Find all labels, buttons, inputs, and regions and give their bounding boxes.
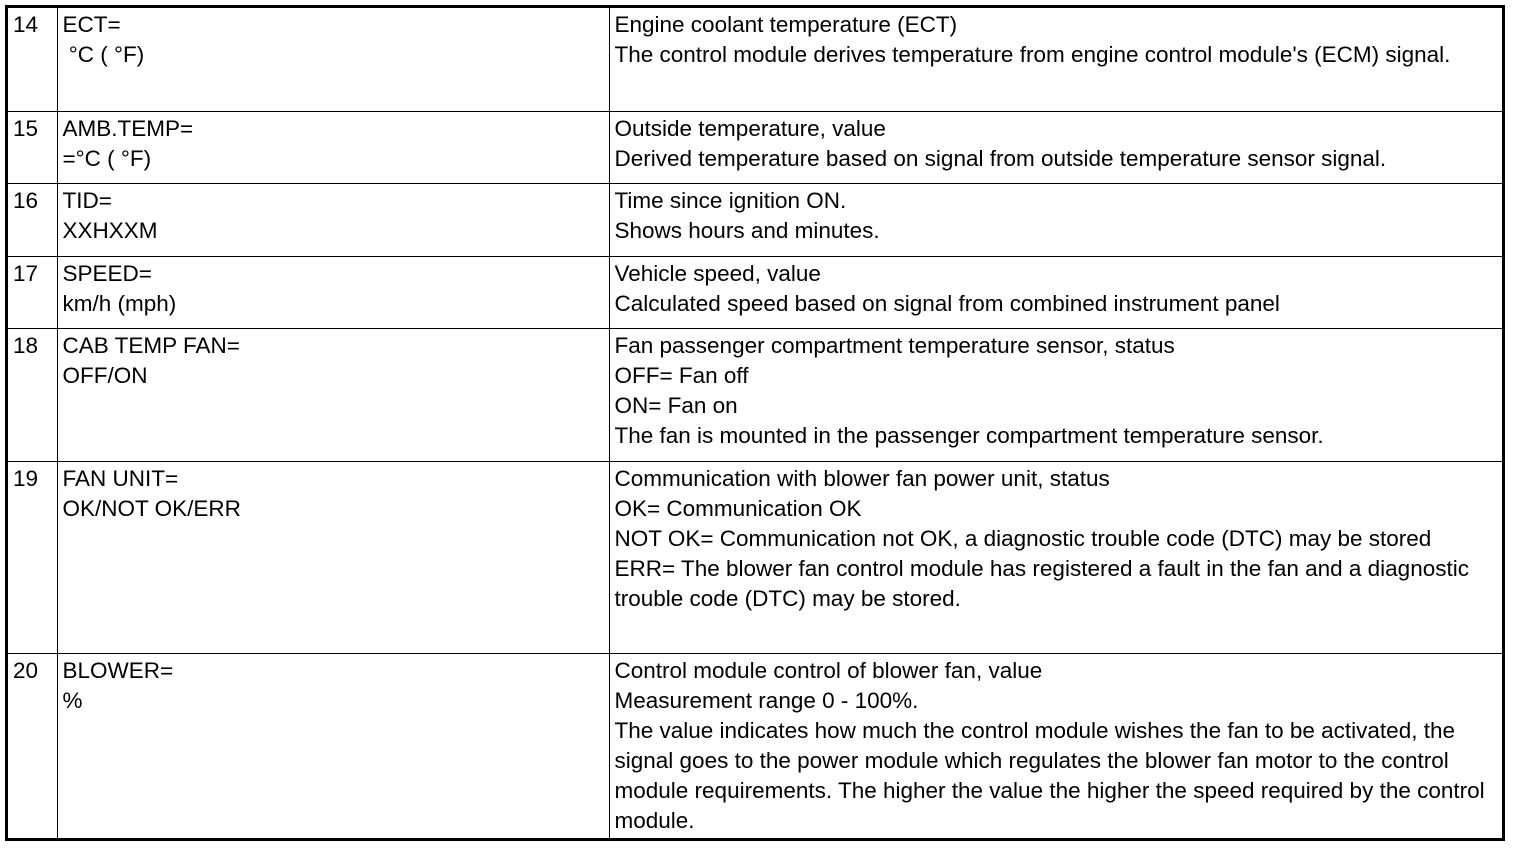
parameter-cell — [57, 653, 609, 840]
parameter-name: BLOWER= — [62, 657, 174, 683]
parameter-name: SPEED= — [62, 260, 152, 286]
parameter-name: AMB.TEMP= — [62, 115, 194, 141]
parameter-unit: km/h (mph) — [62, 290, 177, 316]
description-line: Control module control of blower fan, value — [614, 657, 1043, 683]
parameter-cell — [57, 8, 609, 111]
parameter-unit: % — [62, 687, 83, 713]
parameter-unit: OFF/ON — [62, 362, 148, 388]
table-row — [8, 183, 1502, 256]
table-row — [8, 653, 1502, 840]
description-line: The control module derives temperature from engine control module's (ECM) signal. — [614, 42, 1451, 67]
description-line: Vehicle speed, value — [614, 260, 821, 286]
parameter-cell — [57, 111, 609, 183]
row-number: 19 — [8, 461, 57, 653]
description-cell — [609, 8, 1502, 111]
parameter-cell — [57, 183, 609, 256]
parameter-name: ECT= — [62, 12, 121, 37]
description-line: OK= Communication OK — [614, 495, 862, 521]
description-line: Derived temperature based on signal from outside temperature sensor signal. — [614, 145, 1387, 171]
description-line: ERR= The blower fan control module has registered a fault in the fan and a diagnostic trouble code (DTC) may be stored. — [614, 555, 1476, 611]
parameter-unit: °C ( °F) — [62, 42, 145, 67]
parameter-unit: =°C ( °F) — [62, 145, 152, 171]
parameter-cell — [57, 461, 609, 653]
description-line: The fan is mounted in the passenger compartment temperature sensor. — [614, 422, 1324, 448]
description-cell — [609, 183, 1502, 256]
description-line: Shows hours and minutes. — [614, 217, 880, 243]
row-number: 16 — [8, 183, 57, 256]
row-number: 17 — [8, 256, 57, 328]
description-cell — [609, 461, 1502, 653]
parameter-cell — [57, 256, 609, 328]
description-line: Time since ignition ON. — [614, 187, 847, 213]
parameter-name: FAN UNIT= — [62, 465, 179, 491]
parameter-unit: XXHXXM — [62, 217, 158, 243]
description-line: Engine coolant temperature (ECT) — [614, 12, 958, 37]
description-cell — [609, 111, 1502, 183]
description-cell — [609, 256, 1502, 328]
table-row — [8, 256, 1502, 328]
description-cell — [609, 653, 1502, 840]
parameter-cell — [57, 328, 609, 461]
table-row — [8, 461, 1502, 653]
description-cell — [609, 328, 1502, 461]
parameter-name: CAB TEMP FAN= — [62, 332, 240, 358]
description-line: Outside temperature, value — [614, 115, 886, 141]
parameter-name: TID= — [62, 187, 112, 213]
row-number: 14 — [8, 8, 57, 111]
description-line: NOT OK= Communication not OK, a diagnostic trouble code (DTC) may be stored — [614, 525, 1432, 551]
table-row — [8, 328, 1502, 461]
row-number: 15 — [8, 111, 57, 183]
row-number: 18 — [8, 328, 57, 461]
description-line: ON= Fan on — [614, 392, 738, 418]
parameter-table-frame — [5, 5, 1505, 841]
parameter-table — [8, 8, 1502, 840]
row-number: 20 — [8, 653, 57, 840]
description-line: Fan passenger compartment temperature sensor, status — [614, 332, 1175, 358]
description-line: Calculated speed based on signal from combined instrument panel — [614, 290, 1280, 316]
description-line: Communication with blower fan power unit, status — [614, 465, 1110, 491]
parameter-unit: OK/NOT OK/ERR — [62, 495, 241, 521]
table-row — [8, 111, 1502, 183]
table-row — [8, 8, 1502, 111]
description-line: OFF= Fan off — [614, 362, 749, 388]
description-line: Measurement range 0 - 100%. — [614, 687, 919, 713]
description-line: The value indicates how much the control module wishes the fan to be activated, the signal goes to the power module which regulates the blower fan motor to the control module requirements. The higher the value the higher the speed required by the control module. — [614, 717, 1491, 833]
